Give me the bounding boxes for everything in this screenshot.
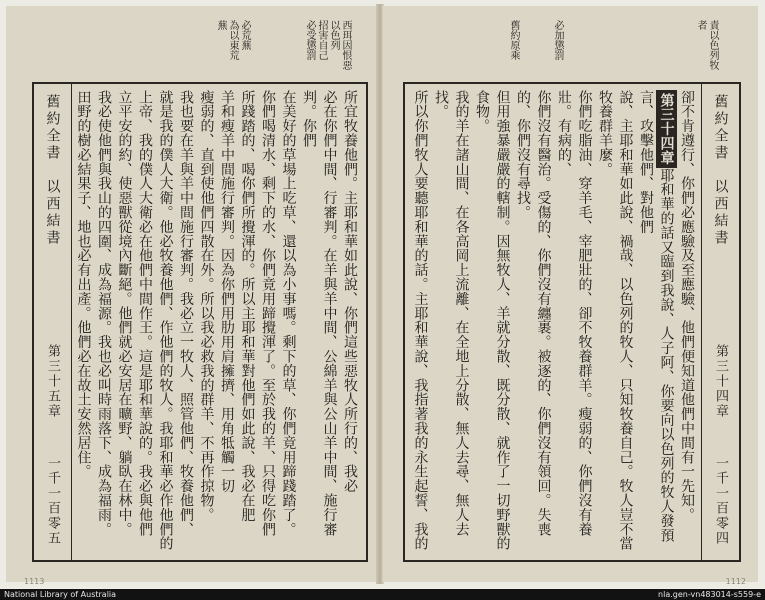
chapter-label: 第三十四章 — [713, 344, 728, 419]
head-note-line: 責以色列牧 — [707, 20, 718, 70]
text-line: 你們沒有醫治。受傷的、你們沒有纏裹。被逐的、你們沒有領回。失喪的、你們沒有尋找。 — [515, 90, 552, 537]
left-body-text — [76, 90, 360, 554]
head-note-line: 招害自己 — [316, 20, 327, 60]
right-head-note — [706, 20, 718, 70]
left-head-note-mid — [238, 20, 250, 50]
text-line: 必在你們中間、行審判。在羊與羊中間、公綿羊與公山羊中間、施行審判。你們 — [301, 90, 338, 537]
text-line: 瘦弱的、直到使他們四散在外。所以我必救我的群羊、不再作掠物。 — [198, 90, 215, 522]
running-title: 舊約全書 以西結書 — [712, 94, 729, 247]
right-head-note-mid — [551, 20, 563, 60]
left-head-note-mid — [214, 20, 226, 30]
text-line: 就是我的僕人大衛。他必牧養他們、作他們的牧人。我耶和華必作他們的 — [157, 90, 174, 551]
chapter-label: 第三十五章 — [45, 344, 60, 419]
text-line: 在美好的草場上吃草、還以為小事嗎。剩下的草、你們竟用蹄踐踏了。 — [280, 90, 297, 537]
head-note-line: 為以東荒 — [227, 20, 238, 60]
text-line: 所以你們牧人要聽耶和華的話。主耶和華說、我指著我的永生起誓、我的 — [412, 90, 429, 551]
left-margin-column — [34, 84, 72, 560]
right-text-frame — [403, 82, 741, 562]
head-note-line: 者 — [695, 20, 706, 30]
right-page — [382, 6, 758, 586]
footer-bar — [0, 589, 765, 600]
right-head-note-mid2 — [507, 20, 519, 60]
text-line: 說、主耶和華如此說、禍哉、以色列的牧人、只知牧養自己。牧人豈不當牧養群羊麼。 — [597, 90, 634, 551]
left-head-note-mid — [226, 20, 238, 60]
library-credit: National Library of Australia — [4, 590, 117, 599]
text-line: 上帝、我的僕人大衛必在他們中間作王。這是耶和華說的。我必與他們 — [137, 90, 153, 537]
text-line: 羊和瘦羊中間施行審判。因為你們用肋用肩擁擠、用角牴觸一切 — [219, 90, 235, 494]
text-line: 田野的樹必結果子、地也必有出產。他們必在故土安然居住。 — [76, 90, 92, 479]
text-line: 你們吃脂油、穿羊毛、宰肥壯的、卻不牧養群羊。瘦弱的、你們沒有養壯。有病的、 — [556, 90, 593, 537]
image-identifier: nla.gen-vn483014-s559-e — [658, 590, 761, 599]
left-page — [6, 6, 380, 586]
head-note-line: 必加懲罰 — [552, 20, 563, 60]
left-head-note — [327, 20, 339, 50]
text-line: 我也要在羊與羊中間施行審判。我必立一牧人、照管他們、牧養他們、 — [178, 90, 194, 537]
chapter-heading: 第三十四章 — [656, 90, 677, 168]
pencil-page-note: 1113 — [24, 577, 45, 586]
left-head-note — [303, 20, 315, 60]
text-line: 卻不肯遵行、你們必應驗及至應驗、他們便知道他們中間有一先知。 — [679, 90, 695, 522]
head-note-line: 蕪 — [215, 20, 226, 30]
head-note-line: 必受懲罰 — [304, 20, 315, 60]
head-note-line: 舊約原乘 — [508, 20, 519, 60]
pencil-page-note: 1112 — [725, 577, 746, 586]
left-text-frame — [32, 82, 368, 562]
left-head-note — [339, 20, 351, 70]
head-note-line: 以色列 — [328, 20, 339, 50]
text-line: 但用強暴嚴嚴的轄制。因無牧人、羊就分散、既分散、就作了一切野獸的食物。 — [474, 90, 511, 551]
head-note-line: 必荒蕪 — [239, 20, 250, 50]
text-line: 我的羊在諸山間、在各高岡上流離、在全地上分散、無人去尋、無人去找。 — [433, 90, 470, 537]
text-line: 所踐踏的、喝你們所攪渾的。所以主耶和華對他們如此說、我必在肥 — [239, 90, 256, 522]
text-line: 第三十四章耶和華的話又臨到我說、人子阿、你要向以色列的牧人發預言、攻擊他們、對他們 — [638, 90, 675, 543]
running-title: 舊約全書 以西結書 — [44, 94, 61, 247]
head-note-line: 西珥因恨惡 — [340, 20, 351, 70]
right-margin-column — [701, 84, 739, 560]
page-number: 一千一百零五 — [45, 456, 60, 546]
right-body-text — [411, 90, 697, 554]
text-line: 我必使他們與我山的四圍、成為福源。我也必叫時雨落下、成為福雨。 — [96, 90, 112, 537]
text-line: 所宜牧養他們。主耶和華如此說、你們這些惡牧人所行的、我必 — [342, 90, 358, 494]
right-head-note — [694, 20, 706, 30]
left-head-note — [315, 20, 327, 60]
text-line: 你們喝清水、剩下的水、你們竟用蹄攪渾了。至於我的羊、只得吃你們 — [260, 90, 276, 537]
page-number: 一千一百零四 — [713, 456, 728, 546]
text-line: 立平安的約、使惡獸從境內斷絕。他們就必安居在曠野、躺臥在林中。 — [116, 90, 133, 537]
